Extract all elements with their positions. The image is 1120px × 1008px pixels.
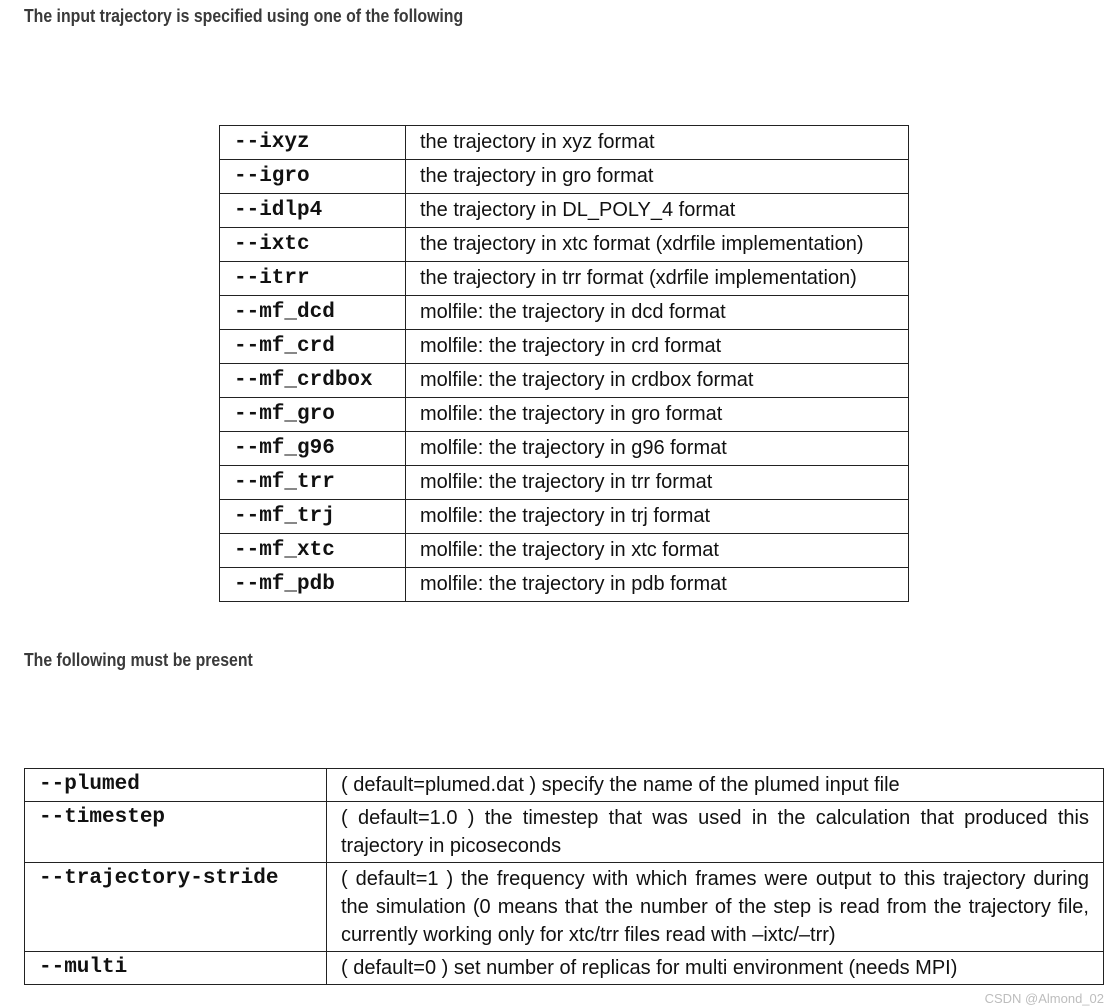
- option-description: ( default=1 ) the frequency with which frames were output to this trajectory during the simulation (0 means that the number of the step is read from the trajectory file, currently working only for xtc/trr files read with –ixtc/–trr): [327, 863, 1104, 952]
- option-name: --igro: [220, 160, 406, 194]
- option-name: --ixtc: [220, 228, 406, 262]
- option-name: --mf_trj: [220, 500, 406, 534]
- option-name: --mf_dcd: [220, 296, 406, 330]
- table-row: [25, 952, 1104, 985]
- option-description: molfile: the trajectory in gro format: [406, 398, 909, 432]
- section-1-heading: The input trajectory is specified using one of the following: [24, 6, 464, 26]
- option-name: --mf_pdb: [220, 568, 406, 602]
- option-name: --mf_xtc: [220, 534, 406, 568]
- option-name: --mf_crd: [220, 330, 406, 364]
- option-description: molfile: the trajectory in xtc format: [406, 534, 909, 568]
- option-description: molfile: the trajectory in crd format: [406, 330, 909, 364]
- option-name: --trajectory-stride: [25, 863, 327, 952]
- option-description: the trajectory in DL_POLY_4 format: [406, 194, 909, 228]
- table-row: [220, 262, 909, 296]
- option-description: molfile: the trajectory in pdb format: [406, 568, 909, 602]
- table-row: [220, 500, 909, 534]
- option-description: ( default=0 ) set number of replicas for multi environment (needs MPI): [327, 952, 1104, 985]
- option-name: --mf_gro: [220, 398, 406, 432]
- option-description: molfile: the trajectory in crdbox format: [406, 364, 909, 398]
- table-row: [220, 364, 909, 398]
- table-row: [220, 330, 909, 364]
- option-name: --multi: [25, 952, 327, 985]
- input-trajectory-options-table: [219, 125, 909, 602]
- table-row: [220, 534, 909, 568]
- table-row: [220, 432, 909, 466]
- option-name: --idlp4: [220, 194, 406, 228]
- option-name: --mf_g96: [220, 432, 406, 466]
- table-row: [25, 863, 1104, 952]
- option-description: molfile: the trajectory in dcd format: [406, 296, 909, 330]
- option-name: --plumed: [25, 769, 327, 802]
- option-description: the trajectory in xtc format (xdrfile implementation): [406, 228, 909, 262]
- option-description: the trajectory in trr format (xdrfile implementation): [406, 262, 909, 296]
- table-row: [220, 398, 909, 432]
- table-row: [220, 568, 909, 602]
- option-name: --mf_trr: [220, 466, 406, 500]
- option-description: molfile: the trajectory in g96 format: [406, 432, 909, 466]
- option-description: the trajectory in xyz format: [406, 126, 909, 160]
- option-description: ( default=plumed.dat ) specify the name of the plumed input file: [327, 769, 1104, 802]
- table-row: [220, 160, 909, 194]
- table-row: [25, 769, 1104, 802]
- section-2-heading: The following must be present: [24, 650, 253, 670]
- option-name: --itrr: [220, 262, 406, 296]
- table-row: [25, 802, 1104, 863]
- table-row: [220, 126, 909, 160]
- option-description: molfile: the trajectory in trr format: [406, 466, 909, 500]
- option-description: the trajectory in gro format: [406, 160, 909, 194]
- option-name: --timestep: [25, 802, 327, 863]
- option-name: --mf_crdbox: [220, 364, 406, 398]
- table-row: [220, 228, 909, 262]
- table-row: [220, 296, 909, 330]
- option-description: molfile: the trajectory in trj format: [406, 500, 909, 534]
- option-name: --ixyz: [220, 126, 406, 160]
- watermark: CSDN @Almond_02: [984, 991, 1104, 1006]
- table-row: [220, 194, 909, 228]
- table-row: [220, 466, 909, 500]
- option-description: ( default=1.0 ) the timestep that was used in the calculation that produced this trajectory in picoseconds: [327, 802, 1104, 863]
- required-options-table: [24, 768, 1104, 985]
